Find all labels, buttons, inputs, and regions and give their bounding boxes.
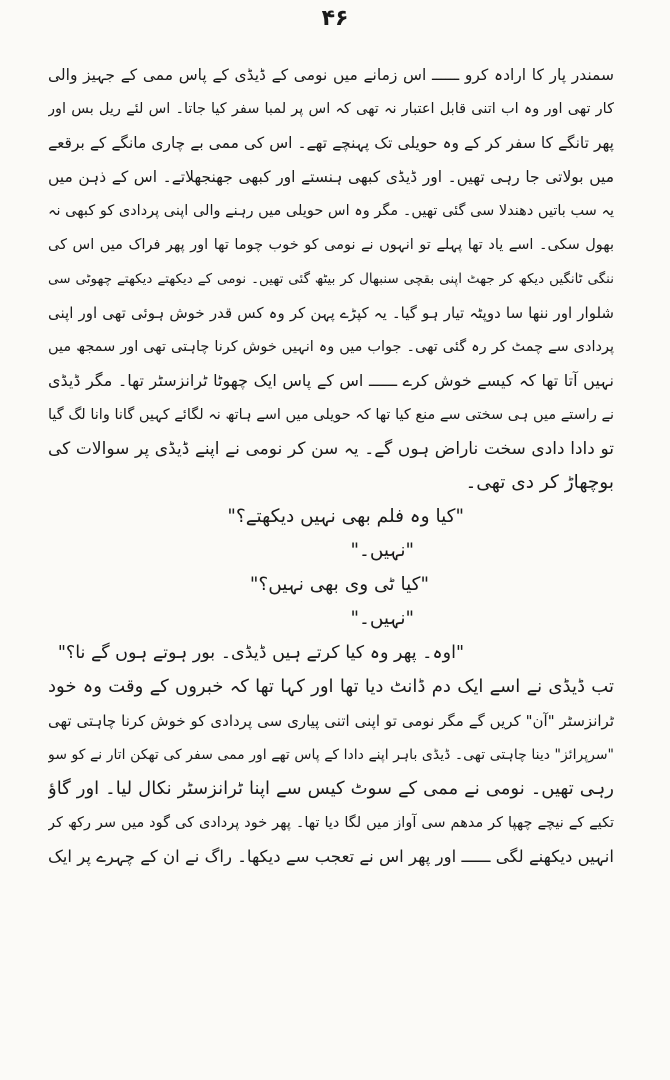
dialogue-line: "اوہ۔ پھر وہ کیا کرتے ہیں ڈیڈی۔ بور ہوتے ہوں گے نا؟" [57, 643, 464, 663]
text-line: نہیں آتا تھا کہ کیسے خوش کرے ــــــ اس کے پاس ایک چھوٹا ٹرانزسٹر تھا۔ مگر ڈیڈی [48, 371, 614, 390]
text-line: پردادی سے چمٹ کر رہ گئی تھی۔ جواب میں وہ انہیں خوش کرنا چاہتی تھی اور سمجھ میں [48, 339, 614, 355]
text-line: تب ڈیڈی نے اسے ایک دم ڈانٹ دیا تھا اور کہا تھا کہ خبروں کے وقت وہ خود [48, 676, 614, 697]
body-text [48, 58, 614, 874]
paragraph [48, 670, 614, 874]
text-line: انہیں دیکھنے لگی ــــــ اور پھر اس نے تعجب سے دیکھا۔ راگ نے ان کے چہرے پر ایک [48, 847, 614, 866]
text-line: میں بولاتی جا رہی تھیں۔ اور ڈیڈی کبھی ہنستے اور کبھی جھنجھلاتے۔ اس کے ذہن میں [48, 168, 614, 186]
dialogue-line: "نہیں۔" [350, 608, 414, 629]
text-line: نے راستے میں ہی سختی سے منع کیا تھا کہ حویلی میں اسے ہاتھ نہ لگائے کہیں گانا وانا لگ گیا [48, 407, 614, 423]
text-line: یہ سب باتیں دھندلا سی گئی تھیں۔ مگر وہ اس حویلی میں رہنے والی اپنی پردادی کو کبھی نہ [48, 203, 614, 219]
text-line: تو دادا دادی سخت ناراض ہوں گے۔ یہ سن کر نومی نے اپنے ڈیڈی پر سوالات کی [48, 439, 614, 459]
text-line: بھول سکی۔ اسے یاد تھا پہلے تو انہوں نے نومی کو خوب چوما تھا اور پھر فراک میں اس کی [48, 237, 614, 253]
text-line: "سرپرائز" دینا چاہتی تھی۔ ڈیڈی باہر اپنے دادا کے پاس تھے اور ممی سفر کی تھکن اتار نے کو سو [48, 747, 614, 763]
text-line: رہی تھیں۔ نومی نے ممی کے سوٹ کیس سے اپنا ٹرانزسٹر نکال لیا۔ اور گاؤ [48, 778, 614, 799]
dialogue-line: "کیا ٹی وی بھی نہیں؟" [249, 574, 429, 595]
page-number: ۴۶ [321, 6, 349, 31]
text-line: ننگی ٹانگیں دیکھ کر جھٹ اپنی بقچی سنبھال کر بیٹھ گئی تھیں۔ نومی کے دیکھتے دیکھتے چھوٹی سی [48, 271, 614, 287]
text-line: ٹرانزسٹر "آن" کریں گے مگر نومی تو اپنی اتنی پیاری سی پردادی کو خوش کرنا چاہتی تھی [48, 712, 614, 730]
text-line: تکیے کے نیچے چھپا کر مدھم سی آواز میں لگا دیا تھا۔ پھر خود پردادی کی گود میں سر رکھ کر [48, 815, 614, 831]
text-line: سمندر پار کا ارادہ کرو ــــــ اس زمانے میں نومی کے ڈیڈی کے پاس ممی کے جہیز والی [48, 66, 614, 84]
text-line: کار تھی اور وہ اب اتنی قابل اعتبار نہ تھی کہ اس پر لمبا سفر کیا جاتا۔ اس لئے ریل بس اور [48, 101, 614, 117]
dialogue-block [48, 500, 614, 670]
paragraph [48, 58, 614, 500]
text-line: شلوار اور ننھا سا دوپٹہ تیار ہو گیا۔ یہ کپڑے پہن کر وہ کس قدر خوش ہوئی تھی اور اپنی [48, 304, 614, 322]
dialogue-line: "کیا وہ فلم بھی نہیں دیکھتے؟" [227, 506, 464, 527]
dialogue-line: "نہیں۔" [350, 540, 414, 561]
text-line: بوچھاڑ کر دی تھی۔ [465, 472, 614, 493]
text-line: پھر تانگے کا سفر کر کے وہ حویلی تک پہنچے تھے۔ اس کی ممی بے چاری مانگے کے برقعے [48, 134, 614, 152]
